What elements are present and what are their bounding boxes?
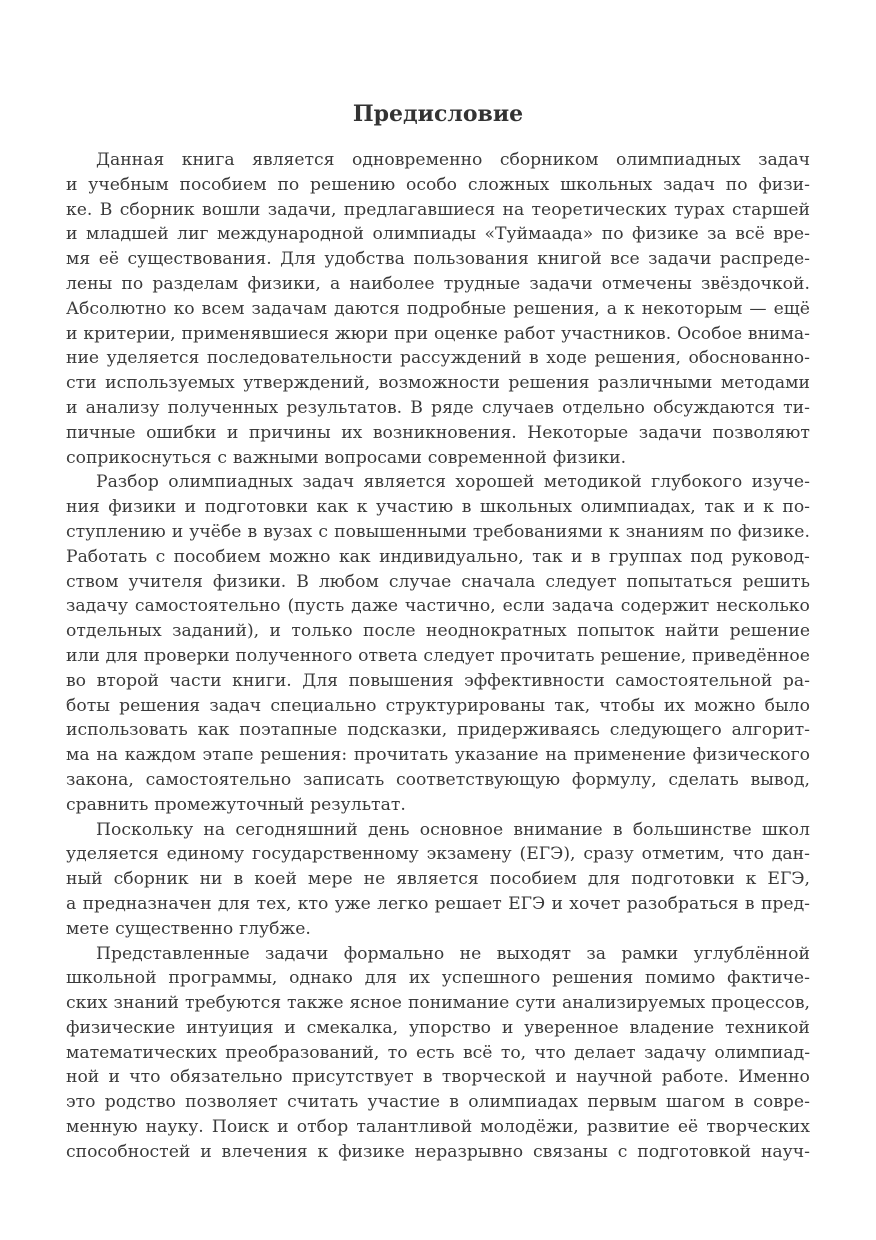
text-line: Поскольку на сегодняшний день основное внимание в большинстве школ <box>96 819 810 840</box>
text-line: и анализу полученных результатов. В ряде случаев отдельно обсуждаются ти- <box>66 397 810 418</box>
text-line: Данная книга является одновременно сборником олимпиадных задач <box>96 150 810 170</box>
text-line: Абсолютно ко всем задачам даются подробные решения, а к некоторым — ещё <box>66 298 810 319</box>
text-line: ный сборник ни в коей мере не является пособием для подготовки к ЕГЭ, <box>66 869 810 890</box>
text-line: сравнить промежуточный результат. <box>66 794 406 815</box>
text-line: математических преобразований, то есть всё то, что делает задачу олимпиад- <box>66 1042 810 1063</box>
paragraph <box>66 148 810 470</box>
text-line: или для проверки полученного ответа следует прочитать решение, приведённое <box>66 645 810 666</box>
text-line: Представленные задачи формально не выходят за рамки углублённой <box>96 943 810 964</box>
text-line: способностей и влечения к физике неразрывно связаны с подготовкой науч- <box>66 1141 810 1162</box>
paragraph <box>66 942 810 1165</box>
text-line: задачу самостоятельно (пусть даже частично, если задача содержит несколько <box>66 596 810 617</box>
document-body <box>66 148 810 1165</box>
text-line: боты решения задач специально структурированы так, чтобы их можно было <box>66 695 810 716</box>
text-line: ступлению и учёбе в вузах с повышенными требованиями к знаниям по физике. <box>66 521 810 542</box>
text-line: сти используемых утверждений, возможности решения различными методами <box>66 373 810 394</box>
text-line: ских знаний требуются также ясное понимание сути анализируемых процессов, <box>66 993 810 1014</box>
text-line: соприкоснуться с важными вопросами современной физики. <box>66 447 627 468</box>
text-line: ния физики и подготовки как к участию в школьных олимпиадах, так и к по- <box>66 497 810 518</box>
text-line: а предназначен для тех, кто уже легко решает ЕГЭ и хочет разобраться в пред- <box>66 893 810 914</box>
text-line: закона, самостоятельно записать соответствующую формулу, сделать вывод, <box>66 769 810 790</box>
text-line: и учебным пособием по решению особо сложных школьных задач по физи- <box>66 174 810 195</box>
text-line: ной и что обязательно присутствует в творческой и научной работе. Именно <box>66 1067 810 1088</box>
text-line: ма на каждом этапе решения: прочитать указание на применение физического <box>66 745 810 766</box>
text-line: лены по разделам физики, а наиболее трудные задачи отмечены звёздочкой. <box>66 273 810 294</box>
text-line: и критерии, применявшиеся жюри при оценке работ участников. Особое внима- <box>66 323 810 344</box>
text-line: уделяется единому государственному экзамену (ЕГЭ), сразу отметим, что дан- <box>66 844 810 865</box>
text-line: использовать как поэтапные подсказки, придерживаясь следующего алгорит- <box>66 720 810 741</box>
text-line: ством учителя физики. В любом случае сначала следует попытаться решить <box>66 571 810 592</box>
text-line: школьной программы, однако для их успешного решения помимо фактиче- <box>66 968 810 989</box>
text-line: во второй части книги. Для повышения эффективности самостоятельной ра- <box>66 670 810 691</box>
text-line: это родство позволяет считать участие в олимпиадах первым шагом в совре- <box>66 1092 810 1113</box>
text-line: отдельных заданий), и только после неоднократных попыток найти решение <box>66 621 810 642</box>
text-line: пичные ошибки и причины их возникновения. Некоторые задачи позволяют <box>66 422 810 443</box>
text-line: Работать с пособием можно как индивидуально, так и в группах под руковод- <box>66 546 810 567</box>
text-line: и младшей лиг международной олимпиады «Туймаада» по физике за всё вре- <box>66 224 810 245</box>
text-line: Разбор олимпиадных задач является хорошей методикой глубокого изуче- <box>96 472 810 493</box>
page-title: Предисловие <box>352 101 524 127</box>
text-line: мя её существования. Для удобства пользования книгой все задачи распреде- <box>66 249 810 270</box>
text-line: ние уделяется последовательности рассуждений в ходе решения, обоснованно- <box>66 348 810 369</box>
text-line: менную науку. Поиск и отбор талантливой молодёжи, развитие её творческих <box>66 1117 810 1138</box>
text-line: мете существенно глубже. <box>66 918 311 939</box>
text-line: ке. В сборник вошли задачи, предлагавшиеся на теоретических турах старшей <box>66 199 810 220</box>
text-line: физические интуиция и смекалка, упорство и уверенное владение техникой <box>66 1017 810 1038</box>
paragraph <box>66 818 810 942</box>
paragraph <box>66 470 810 817</box>
